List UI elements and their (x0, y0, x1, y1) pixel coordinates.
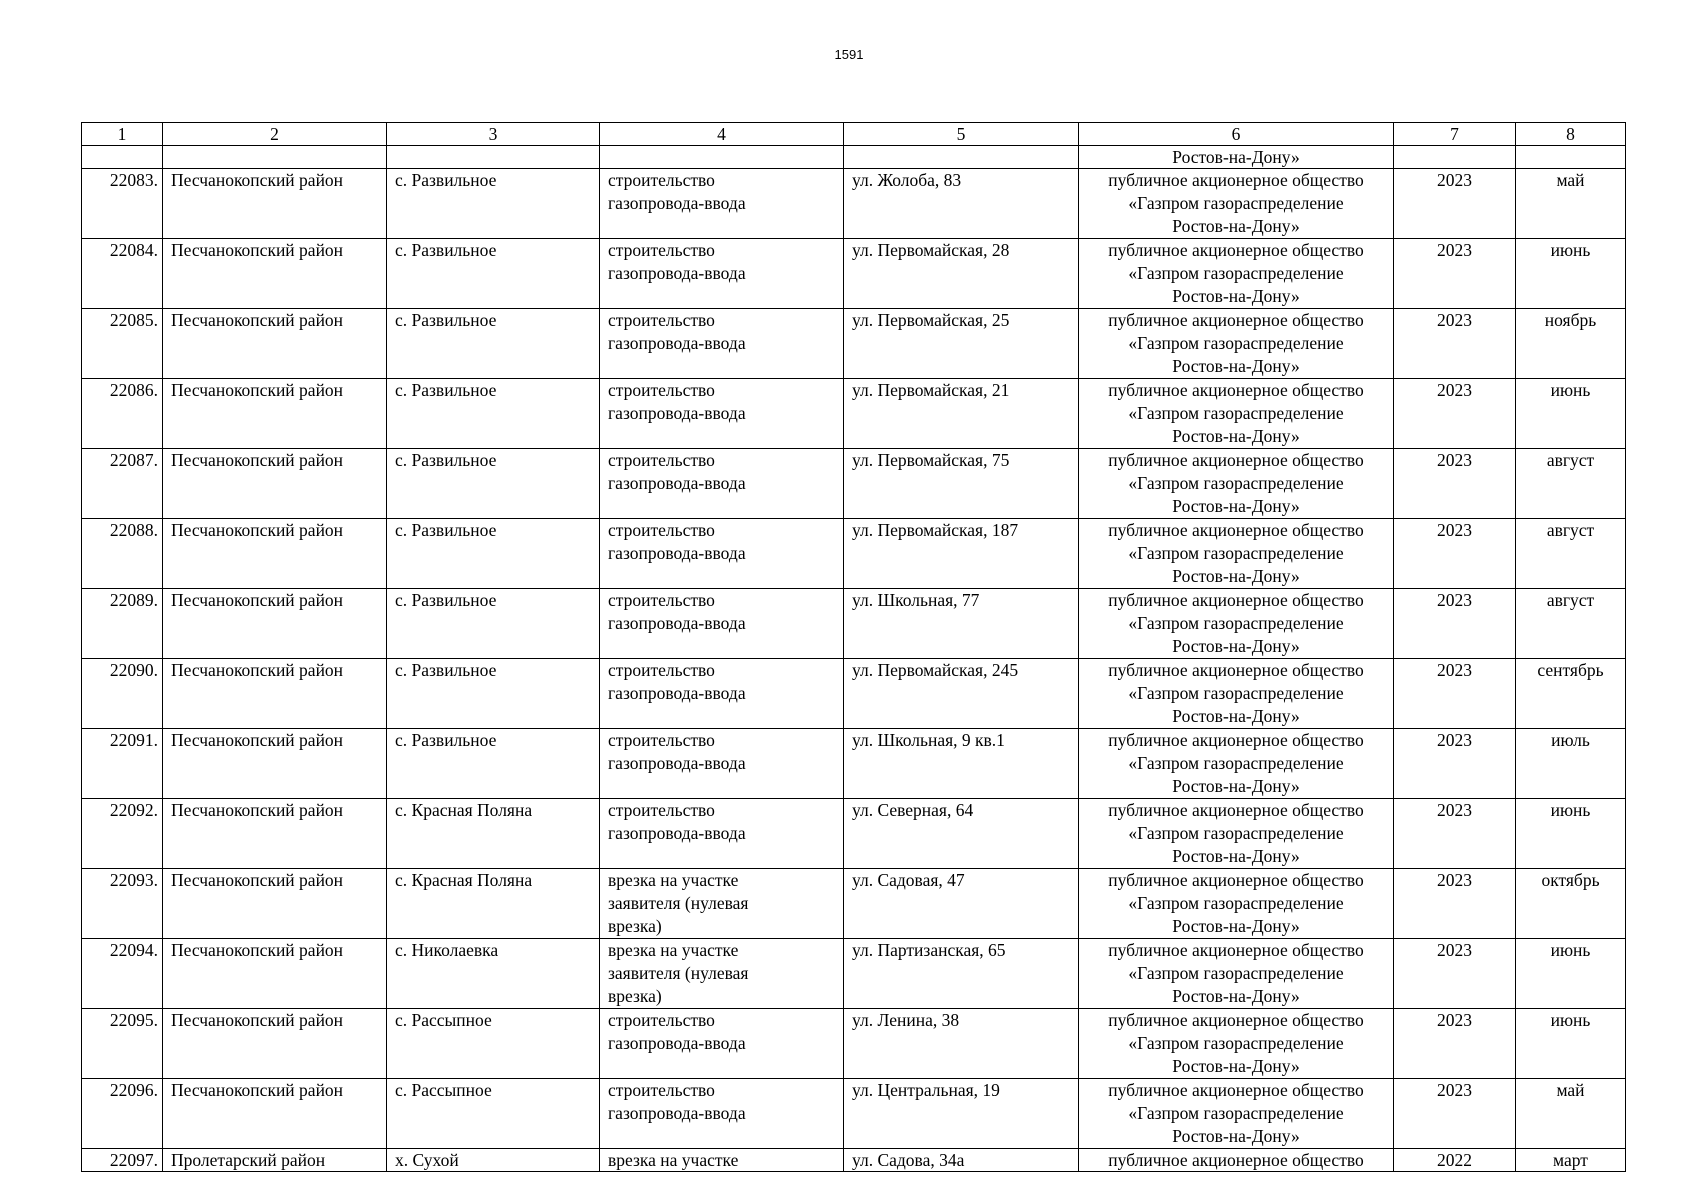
table-cell-year: 2023 (1394, 869, 1516, 939)
table-cell-settlement: с. Развильное (387, 379, 600, 449)
table-row (82, 239, 1626, 309)
table-row (82, 589, 1626, 659)
table-cell-district: Песчанокопский район (163, 449, 387, 519)
cell-line: Ростов-на-Дону» (1172, 1126, 1300, 1146)
table-cell-settlement: х. Сухой (387, 1149, 600, 1172)
table-cell-month: октябрь (1516, 869, 1626, 939)
table-cell-work (600, 939, 844, 1009)
cell-line: Ростов-на-Дону» (1172, 776, 1300, 796)
table-row (82, 1079, 1626, 1149)
cell-line: публичное акционерное общество (1108, 800, 1364, 820)
cell-line: газопровода-ввода (608, 613, 746, 633)
cell-line: строительство (608, 590, 715, 610)
table-cell-district: Песчанокопский район (163, 309, 387, 379)
cell-line: строительство (608, 520, 715, 540)
table-cell-district: Песчанокопский район (163, 239, 387, 309)
table-cell-month: май (1516, 1079, 1626, 1149)
table-cell-month: июнь (1516, 1009, 1626, 1079)
cell-line: Ростов-на-Дону» (1172, 566, 1300, 586)
cell-line: врезка на участке (608, 940, 739, 960)
table-cell-work (600, 869, 844, 939)
cell-line: газопровода-ввода (608, 473, 746, 493)
table-cell-settlement: с. Развильное (387, 449, 600, 519)
table-cell-year: 2023 (1394, 1009, 1516, 1079)
cell-line: врезка на участке (608, 870, 739, 890)
table-cell-work: врезка на участке (600, 1149, 844, 1172)
header-row (82, 123, 1626, 146)
table-cell-org (1079, 449, 1394, 519)
table-cell-work (600, 239, 844, 309)
cell-line: врезка) (608, 986, 662, 1006)
table-cell (844, 146, 1079, 169)
cell-line: строительство (608, 450, 715, 470)
cell-line: публичное акционерное общество (1108, 310, 1364, 330)
table-cell-district: Песчанокопский район (163, 729, 387, 799)
table-cell-month: июнь (1516, 379, 1626, 449)
table-cell-address: ул. Центральная, 19 (844, 1079, 1079, 1149)
table-row (82, 939, 1626, 1009)
column-header: 5 (844, 123, 1079, 146)
table-cell-org (1079, 799, 1394, 869)
table-cell-district: Песчанокопский район (163, 939, 387, 1009)
cell-line: «Газпром газораспределение (1128, 893, 1344, 913)
table-cell-work (600, 449, 844, 519)
table-cell-num: 22095. (82, 1009, 163, 1079)
table-cell-district: Песчанокопский район (163, 799, 387, 869)
table-cell-work (600, 659, 844, 729)
cell-line: «Газпром газораспределение (1128, 403, 1344, 423)
table-cell-settlement: с. Красная Поляна (387, 799, 600, 869)
table-row (82, 1009, 1626, 1079)
table-row (82, 519, 1626, 589)
table-cell-num: 22093. (82, 869, 163, 939)
cell-line: публичное акционерное общество (1108, 1080, 1364, 1100)
cell-line: Ростов-на-Дону» (1172, 286, 1300, 306)
register-table (81, 122, 1626, 1172)
table-cell-settlement: с. Развильное (387, 239, 600, 309)
cell-line: Ростов-на-Дону» (1172, 846, 1300, 866)
table-cell-address: ул. Школьная, 77 (844, 589, 1079, 659)
table-cell-settlement: с. Рассыпное (387, 1079, 600, 1149)
table-cell-settlement: с. Развильное (387, 169, 600, 239)
cell-line: публичное акционерное общество (1108, 660, 1364, 680)
table-cell-month: август (1516, 589, 1626, 659)
cell-line: газопровода-ввода (608, 753, 746, 773)
table-cell-month: сентябрь (1516, 659, 1626, 729)
cell-line: строительство (608, 1010, 715, 1030)
table-cell-work (600, 379, 844, 449)
table-cell-address: ул. Первомайская, 21 (844, 379, 1079, 449)
table-cell-org (1079, 729, 1394, 799)
cell-line: Ростов-на-Дону» (1172, 636, 1300, 656)
table-cell-org (1079, 589, 1394, 659)
table-cell-org (1079, 659, 1394, 729)
table-cell (387, 146, 600, 169)
cell-line: Ростов-на-Дону» (1172, 916, 1300, 936)
table-cell (1394, 146, 1516, 169)
table-cell-month: июнь (1516, 239, 1626, 309)
cell-line: Ростов-на-Дону» (1172, 1056, 1300, 1076)
table-cell-year: 2023 (1394, 589, 1516, 659)
table-cell-work (600, 1009, 844, 1079)
table-cell-work (600, 589, 844, 659)
table-cell-year: 2023 (1394, 939, 1516, 1009)
table-cell-org: публичное акционерное общество (1079, 1149, 1394, 1172)
table-cell-work (600, 309, 844, 379)
table-cell-org (1079, 379, 1394, 449)
table-cell-org (1079, 309, 1394, 379)
table-cell-year: 2023 (1394, 519, 1516, 589)
table-row (82, 659, 1626, 729)
table-cell-settlement: с. Развильное (387, 729, 600, 799)
table-cell-org (1079, 169, 1394, 239)
column-header: 7 (1394, 123, 1516, 146)
cell-line: «Газпром газораспределение (1128, 543, 1344, 563)
cell-line: публичное акционерное общество (1108, 940, 1364, 960)
table-cell-year: 2023 (1394, 1079, 1516, 1149)
cell-line: «Газпром газораспределение (1128, 263, 1344, 283)
table-cell-work (600, 169, 844, 239)
cell-line: «Газпром газораспределение (1128, 1033, 1344, 1053)
table-cell-address: ул. Северная, 64 (844, 799, 1079, 869)
cell-line: строительство (608, 660, 715, 680)
cell-line: Ростов-на-Дону» (1172, 706, 1300, 726)
cell-line: газопровода-ввода (608, 1033, 746, 1053)
table-cell-num: 22086. (82, 379, 163, 449)
table-cell (82, 146, 163, 169)
column-header: 6 (1079, 123, 1394, 146)
table-cell-district: Пролетарский район (163, 1149, 387, 1172)
table-cell-address: ул. Первомайская, 187 (844, 519, 1079, 589)
table-cell-num: 22088. (82, 519, 163, 589)
column-header: 2 (163, 123, 387, 146)
table-row (82, 729, 1626, 799)
cell-line: врезка) (608, 916, 662, 936)
table-cell-org (1079, 869, 1394, 939)
table-cell-month: июнь (1516, 799, 1626, 869)
table-cell-org (1079, 519, 1394, 589)
table-cell-num: 22091. (82, 729, 163, 799)
table-cell-work (600, 519, 844, 589)
table-cell-num: 22097. (82, 1149, 163, 1172)
table-cell-month: август (1516, 519, 1626, 589)
table-cell-address: ул. Садова, 34а (844, 1149, 1079, 1172)
continuation-row (82, 146, 1626, 169)
table-cell-num: 22084. (82, 239, 163, 309)
page-number: 1591 (834, 47, 864, 62)
table-cell-org (1079, 939, 1394, 1009)
table-cell-num: 22092. (82, 799, 163, 869)
cell-line: «Газпром газораспределение (1128, 613, 1344, 633)
cell-line: «Газпром газораспределение (1128, 1103, 1344, 1123)
table-cell-num: 22087. (82, 449, 163, 519)
table-cell-district: Песчанокопский район (163, 1009, 387, 1079)
table-cell-address: ул. Первомайская, 75 (844, 449, 1079, 519)
table-cell-year: 2022 (1394, 1149, 1516, 1172)
table-cell-org (1079, 1079, 1394, 1149)
cell-line: газопровода-ввода (608, 1103, 746, 1123)
cell-line: заявителя (нулевая (608, 963, 749, 983)
table-cell-address: ул. Садовая, 47 (844, 869, 1079, 939)
cell-line: строительство (608, 800, 715, 820)
column-header: 8 (1516, 123, 1626, 146)
table-row (82, 309, 1626, 379)
cell-line: публичное акционерное общество (1108, 170, 1364, 190)
table-cell-address: ул. Первомайская, 245 (844, 659, 1079, 729)
table-cell-month: август (1516, 449, 1626, 519)
table-cell-month: май (1516, 169, 1626, 239)
cell-line: публичное акционерное общество (1108, 520, 1364, 540)
table-cell-district: Песчанокопский район (163, 519, 387, 589)
table-cell-address: ул. Школьная, 9 кв.1 (844, 729, 1079, 799)
cell-line: публичное акционерное общество (1108, 1010, 1364, 1030)
table-cell-district: Песчанокопский район (163, 869, 387, 939)
table-cell-num: 22094. (82, 939, 163, 1009)
cell-line: газопровода-ввода (608, 823, 746, 843)
table-cell-year: 2023 (1394, 239, 1516, 309)
table-cell-district: Песчанокопский район (163, 659, 387, 729)
cell-line: публичное акционерное общество (1108, 450, 1364, 470)
table-cell-org (1079, 1009, 1394, 1079)
cell-line: «Газпром газораспределение (1128, 683, 1344, 703)
cell-line: заявителя (нулевая (608, 893, 749, 913)
cell-line: «Газпром газораспределение (1128, 193, 1344, 213)
table-cell-year: 2023 (1394, 449, 1516, 519)
table-cell (600, 146, 844, 169)
table-cell-num: 22083. (82, 169, 163, 239)
table-cell-work (600, 1079, 844, 1149)
table-cell-settlement: с. Красная Поляна (387, 869, 600, 939)
table-row (82, 799, 1626, 869)
table-cell-district: Песчанокопский район (163, 169, 387, 239)
cell-line: публичное акционерное общество (1108, 590, 1364, 610)
table-cell-settlement: с. Развильное (387, 659, 600, 729)
table-cell-work (600, 799, 844, 869)
table-cell-settlement: с. Развильное (387, 589, 600, 659)
cell-line: строительство (608, 240, 715, 260)
cell-line: газопровода-ввода (608, 193, 746, 213)
table-cell-work (600, 729, 844, 799)
cell-line: строительство (608, 310, 715, 330)
cell-line: газопровода-ввода (608, 333, 746, 353)
table-cell-month: март (1516, 1149, 1626, 1172)
cell-line: Ростов-на-Дону» (1172, 496, 1300, 516)
table-row (82, 169, 1626, 239)
cell-line: Ростов-на-Дону» (1172, 356, 1300, 376)
table-cell-month: июнь (1516, 939, 1626, 1009)
table-cell-district: Песчанокопский район (163, 1079, 387, 1149)
table-cell-year: 2023 (1394, 659, 1516, 729)
cell-line: строительство (608, 170, 715, 190)
cell-line: «Газпром газораспределение (1128, 473, 1344, 493)
table-cell-year: 2023 (1394, 169, 1516, 239)
table-cell-month: июль (1516, 729, 1626, 799)
column-header: 1 (82, 123, 163, 146)
table-cell-num: 22089. (82, 589, 163, 659)
cell-line: публичное акционерное общество (1108, 380, 1364, 400)
cell-line: «Газпром газораспределение (1128, 963, 1344, 983)
cell-line: Ростов-на-Дону» (1172, 426, 1300, 446)
table-cell-settlement: с. Развильное (387, 309, 600, 379)
cell-line: газопровода-ввода (608, 263, 746, 283)
table-cell-address: ул. Первомайская, 25 (844, 309, 1079, 379)
column-header: 3 (387, 123, 600, 146)
table-cell-year: 2023 (1394, 379, 1516, 449)
table-row (82, 449, 1626, 519)
table-cell-num: 22096. (82, 1079, 163, 1149)
cell-line: газопровода-ввода (608, 683, 746, 703)
table-cell-year: 2023 (1394, 799, 1516, 869)
table-cell-org (1079, 239, 1394, 309)
cell-line: Ростов-на-Дону» (1172, 986, 1300, 1006)
table-cell-year: 2023 (1394, 309, 1516, 379)
table-cell-address: ул. Партизанская, 65 (844, 939, 1079, 1009)
cell-line: публичное акционерное общество (1108, 870, 1364, 890)
table-cell-month: ноябрь (1516, 309, 1626, 379)
table-row (82, 869, 1626, 939)
cell-line: «Газпром газораспределение (1128, 823, 1344, 843)
table-cell-address: ул. Жолоба, 83 (844, 169, 1079, 239)
cell-line: строительство (608, 1080, 715, 1100)
table-cell (1516, 146, 1626, 169)
table-cell-district: Песчанокопский район (163, 589, 387, 659)
table-cell-district: Песчанокопский район (163, 379, 387, 449)
cell-line: газопровода-ввода (608, 403, 746, 423)
table-cell-year: 2023 (1394, 729, 1516, 799)
table-cell-address: ул. Первомайская, 28 (844, 239, 1079, 309)
cell-line: «Газпром газораспределение (1128, 753, 1344, 773)
table-cell-num: 22085. (82, 309, 163, 379)
table-cell-num: 22090. (82, 659, 163, 729)
cell-line: строительство (608, 380, 715, 400)
table-cell-settlement: с. Николаевка (387, 939, 600, 1009)
column-header: 4 (600, 123, 844, 146)
table-row (82, 379, 1626, 449)
cell-line: газопровода-ввода (608, 543, 746, 563)
cell-line: строительство (608, 730, 715, 750)
table-row (82, 1149, 1626, 1172)
table-cell: Ростов-на-Дону» (1079, 146, 1394, 169)
table-cell (163, 146, 387, 169)
cell-line: «Газпром газораспределение (1128, 333, 1344, 353)
cell-line: Ростов-на-Дону» (1172, 216, 1300, 236)
table-cell-settlement: с. Рассыпное (387, 1009, 600, 1079)
table-cell-address: ул. Ленина, 38 (844, 1009, 1079, 1079)
cell-line: публичное акционерное общество (1108, 240, 1364, 260)
cell-line: публичное акционерное общество (1108, 730, 1364, 750)
table-cell-settlement: с. Развильное (387, 519, 600, 589)
